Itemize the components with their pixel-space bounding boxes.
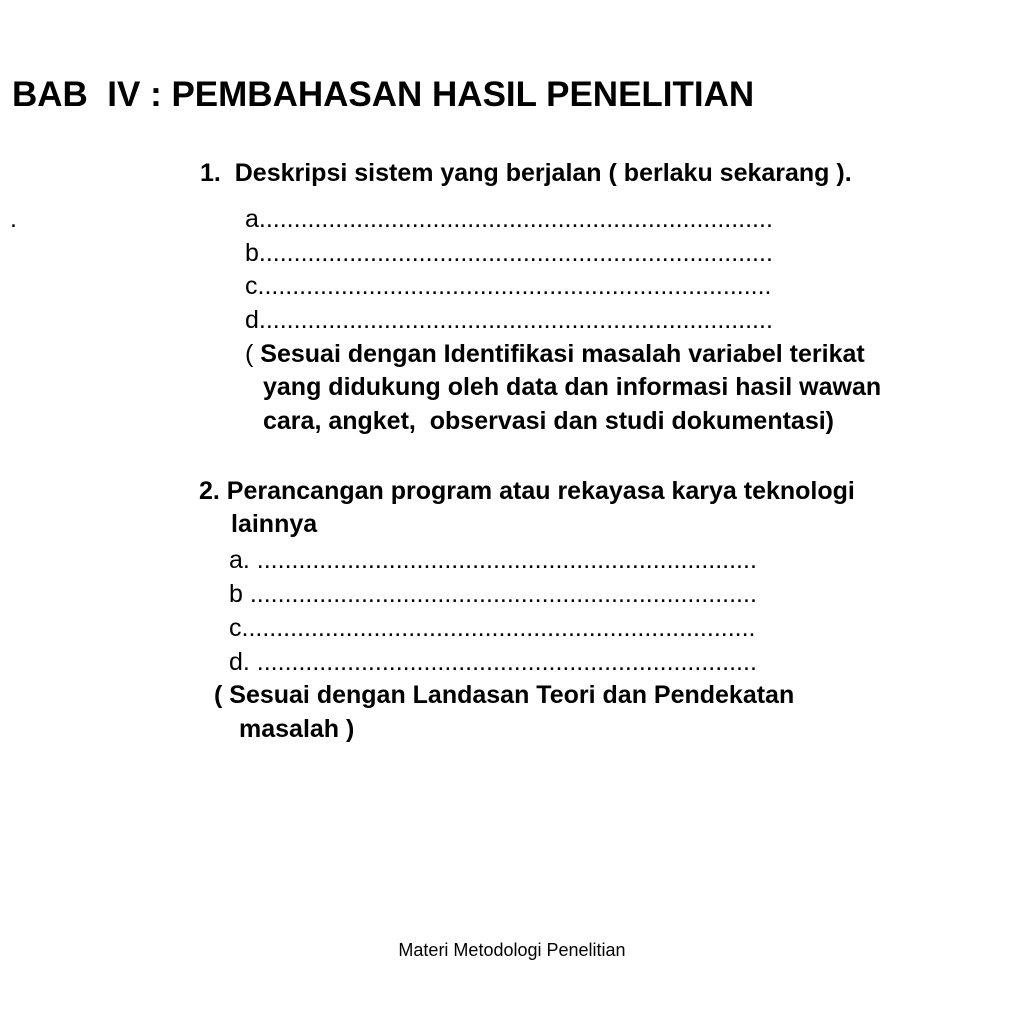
section-2-heading-line-1: 2. Perancangan program atau rekayasa karya teknologi (199, 477, 855, 505)
stray-dot: . (10, 205, 17, 233)
section-1-item-a: a.......................................................................... (245, 205, 773, 233)
section-1-note-line-2: yang didukung oleh data dan informasi hasil wawan (263, 373, 882, 401)
section-2-heading-line-2: lainnya (231, 510, 318, 538)
section-1-item-b: b.......................................................................... (245, 239, 773, 267)
section-1-item-c: c.......................................................................... (245, 272, 772, 300)
section-2-item-c: c.......................................................................... (229, 614, 756, 642)
section-1-item-d: d.......................................................................... (245, 306, 773, 334)
section-1-note-line-3: cara, angket, observasi dan studi dokumentasi) (263, 407, 835, 435)
section-2-item-d: d. ........................................................................ (229, 648, 757, 676)
section-1-note-open-paren: ( (245, 340, 261, 368)
slide-title: BAB IV : PEMBAHASAN HASIL PENELITIAN (12, 75, 755, 114)
section-2-item-a: a. ........................................................................ (229, 546, 757, 574)
section-1-note-line-1 (245, 338, 865, 371)
section-1-note-text-1: Sesuai dengan Identifikasi masalah variabel terikat (260, 340, 865, 368)
section-2-item-b: b ......................................................................... (229, 580, 757, 608)
section-1-heading: 1. Deskripsi sistem yang berjalan ( berlaku sekarang ). (200, 159, 852, 187)
section-2-note-line-1: ( Sesuai dengan Landasan Teori dan Pendekatan (214, 681, 795, 709)
section-2-note-line-2: masalah ) (239, 715, 355, 743)
slide-footer: Materi Metodologi Penelitian (398, 940, 626, 960)
